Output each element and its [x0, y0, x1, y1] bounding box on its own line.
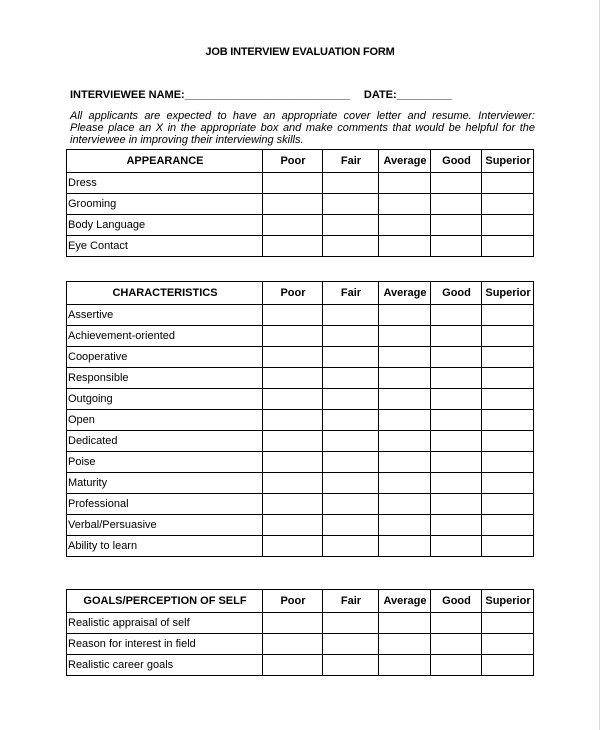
- rating-cell-superior[interactable]: [482, 634, 534, 655]
- rating-cell-poor[interactable]: [263, 347, 323, 368]
- rating-cell-poor[interactable]: [263, 410, 323, 431]
- table-row: [67, 613, 534, 634]
- section-heading: GOALS/PERCEPTION OF SELF: [67, 590, 263, 613]
- instructions-line-2: Please place an X in the appropriate box and make comments that would be helpful for the: [70, 122, 535, 134]
- rating-cell-average[interactable]: [379, 515, 431, 536]
- rating-cell-poor[interactable]: [263, 473, 323, 494]
- table-row: [67, 473, 534, 494]
- rating-cell-good[interactable]: [431, 473, 482, 494]
- rating-cell-good[interactable]: [431, 173, 482, 194]
- table-row: [67, 305, 534, 326]
- rating-header-fair: Fair: [323, 590, 379, 613]
- table-row: [67, 655, 534, 676]
- table-header-row: [67, 150, 534, 173]
- table-row: [67, 173, 534, 194]
- rating-cell-poor[interactable]: [263, 305, 323, 326]
- rating-cell-average[interactable]: [379, 613, 431, 634]
- rating-cell-fair[interactable]: [323, 389, 379, 410]
- rating-cell-fair[interactable]: [323, 368, 379, 389]
- rating-cell-good[interactable]: [431, 536, 482, 557]
- date-field[interactable]: _________: [396, 89, 452, 101]
- rating-cell-superior[interactable]: [482, 236, 534, 257]
- table-row: [67, 452, 534, 473]
- instructions: [70, 110, 535, 146]
- rating-cell-average[interactable]: [379, 634, 431, 655]
- interviewee-name-label: INTERVIEWEE NAME:: [70, 89, 185, 101]
- rating-cell-superior[interactable]: [482, 473, 534, 494]
- rating-header-poor: Poor: [263, 150, 323, 173]
- rating-cell-fair[interactable]: [323, 410, 379, 431]
- rating-cell-average[interactable]: [379, 494, 431, 515]
- rating-cell-average[interactable]: [379, 194, 431, 215]
- rating-cell-good[interactable]: [431, 236, 482, 257]
- rating-cell-average[interactable]: [379, 431, 431, 452]
- name-date-line: [70, 89, 452, 101]
- rating-cell-average[interactable]: [379, 173, 431, 194]
- page-title: JOB INTERVIEW EVALUATION FORM: [205, 46, 395, 58]
- table-row: [67, 536, 534, 557]
- section-heading: CHARACTERISTICS: [67, 282, 263, 305]
- rating-cell-poor[interactable]: [263, 326, 323, 347]
- rating-cell-average[interactable]: [379, 305, 431, 326]
- criterion-label: Open: [67, 410, 263, 431]
- rating-cell-superior[interactable]: [482, 536, 534, 557]
- rating-cell-fair[interactable]: [323, 215, 379, 236]
- rating-cell-average[interactable]: [379, 368, 431, 389]
- rating-cell-good[interactable]: [431, 368, 482, 389]
- criterion-label: Dress: [67, 173, 263, 194]
- rating-cell-average[interactable]: [379, 655, 431, 676]
- rating-cell-fair[interactable]: [323, 194, 379, 215]
- criterion-label: Verbal/Persuasive: [67, 515, 263, 536]
- rating-header-superior: Superior: [482, 150, 534, 173]
- criterion-label: Body Language: [67, 215, 263, 236]
- rating-cell-good[interactable]: [431, 655, 482, 676]
- rating-cell-fair[interactable]: [323, 536, 379, 557]
- criterion-label: Ability to learn: [67, 536, 263, 557]
- rating-cell-fair[interactable]: [323, 613, 379, 634]
- rating-cell-superior[interactable]: [482, 613, 534, 634]
- rating-header-average: Average: [379, 282, 431, 305]
- rating-cell-poor[interactable]: [263, 515, 323, 536]
- rating-cell-superior[interactable]: [482, 655, 534, 676]
- rating-cell-fair[interactable]: [323, 305, 379, 326]
- rating-cell-fair[interactable]: [323, 494, 379, 515]
- rating-cell-superior[interactable]: [482, 515, 534, 536]
- rating-cell-superior[interactable]: [482, 347, 534, 368]
- rating-cell-average[interactable]: [379, 347, 431, 368]
- rating-cell-good[interactable]: [431, 452, 482, 473]
- appearance-table: [66, 149, 534, 257]
- table-row: [67, 494, 534, 515]
- table-row: [67, 236, 534, 257]
- rating-cell-poor[interactable]: [263, 389, 323, 410]
- rating-cell-poor[interactable]: [263, 613, 323, 634]
- rating-cell-poor[interactable]: [263, 536, 323, 557]
- table-header-row: [67, 282, 534, 305]
- rating-cell-poor[interactable]: [263, 494, 323, 515]
- criterion-label: Grooming: [67, 194, 263, 215]
- criterion-label: Realistic appraisal of self: [67, 613, 263, 634]
- rating-cell-fair[interactable]: [323, 431, 379, 452]
- rating-header-fair: Fair: [323, 150, 379, 173]
- table-row: [67, 389, 534, 410]
- table-row: [67, 634, 534, 655]
- rating-cell-poor[interactable]: [263, 655, 323, 676]
- rating-header-average: Average: [379, 590, 431, 613]
- rating-cell-poor[interactable]: [263, 431, 323, 452]
- rating-header-superior: Superior: [482, 590, 534, 613]
- rating-header-good: Good: [431, 282, 482, 305]
- rating-cell-good[interactable]: [431, 194, 482, 215]
- rating-header-poor: Poor: [263, 282, 323, 305]
- rating-cell-poor[interactable]: [263, 173, 323, 194]
- rating-cell-average[interactable]: [379, 215, 431, 236]
- date-label: DATE:: [363, 89, 397, 101]
- table-row: [67, 194, 534, 215]
- rating-cell-fair[interactable]: [323, 473, 379, 494]
- criterion-label: Realistic career goals: [67, 655, 263, 676]
- rating-cell-superior[interactable]: [482, 305, 534, 326]
- criterion-label: Assertive: [67, 305, 263, 326]
- criterion-label: Outgoing: [67, 389, 263, 410]
- rating-cell-poor[interactable]: [263, 215, 323, 236]
- rating-cell-fair[interactable]: [323, 655, 379, 676]
- rating-cell-superior[interactable]: [482, 326, 534, 347]
- rating-cell-good[interactable]: [431, 347, 482, 368]
- instructions-line-3: interviewee in improving their interviewing skills.: [70, 134, 304, 146]
- rating-cell-good[interactable]: [431, 431, 482, 452]
- rating-cell-good[interactable]: [431, 389, 482, 410]
- rating-cell-superior[interactable]: [482, 410, 534, 431]
- rating-header-average: Average: [379, 150, 431, 173]
- rating-cell-average[interactable]: [379, 536, 431, 557]
- interviewee-name-field[interactable]: ___________________________: [184, 89, 350, 101]
- criterion-label: Dedicated: [67, 431, 263, 452]
- rating-cell-good[interactable]: [431, 410, 482, 431]
- section-heading: APPEARANCE: [67, 150, 263, 173]
- table-header-row: [67, 590, 534, 613]
- criterion-label: Eye Contact: [67, 236, 263, 257]
- rating-cell-superior[interactable]: [482, 194, 534, 215]
- rating-cell-average[interactable]: [379, 236, 431, 257]
- rating-cell-fair[interactable]: [323, 326, 379, 347]
- rating-cell-poor[interactable]: [263, 452, 323, 473]
- rating-cell-average[interactable]: [379, 326, 431, 347]
- rating-cell-good[interactable]: [431, 326, 482, 347]
- rating-cell-fair[interactable]: [323, 634, 379, 655]
- rating-cell-good[interactable]: [431, 613, 482, 634]
- criterion-label: Professional: [67, 494, 263, 515]
- table-row: [67, 215, 534, 236]
- rating-cell-fair[interactable]: [323, 236, 379, 257]
- rating-cell-good[interactable]: [431, 305, 482, 326]
- rating-cell-superior[interactable]: [482, 389, 534, 410]
- rating-cell-fair[interactable]: [323, 515, 379, 536]
- rating-cell-fair[interactable]: [323, 347, 379, 368]
- rating-header-good: Good: [431, 150, 482, 173]
- rating-cell-average[interactable]: [379, 452, 431, 473]
- rating-header-poor: Poor: [263, 590, 323, 613]
- table-row: [67, 326, 534, 347]
- rating-cell-poor[interactable]: [263, 194, 323, 215]
- table-row: [67, 347, 534, 368]
- characteristics-table: [66, 281, 534, 557]
- rating-header-fair: Fair: [323, 282, 379, 305]
- rating-cell-good[interactable]: [431, 215, 482, 236]
- rating-cell-average[interactable]: [379, 389, 431, 410]
- rating-cell-average[interactable]: [379, 473, 431, 494]
- rating-cell-fair[interactable]: [323, 173, 379, 194]
- instructions-line-1: All applicants are expected to have an appropriate cover letter and resume. Interviewer:: [70, 110, 535, 122]
- criterion-label: Cooperative: [67, 347, 263, 368]
- table-row: [67, 431, 534, 452]
- rating-header-superior: Superior: [482, 282, 534, 305]
- rating-cell-superior[interactable]: [482, 215, 534, 236]
- criterion-label: Reason for interest in field: [67, 634, 263, 655]
- goals-table: [66, 589, 534, 676]
- table-row: [67, 368, 534, 389]
- table-row: [67, 410, 534, 431]
- rating-cell-superior[interactable]: [482, 494, 534, 515]
- rating-cell-superior[interactable]: [482, 452, 534, 473]
- rating-cell-fair[interactable]: [323, 452, 379, 473]
- criterion-label: Achievement-oriented: [67, 326, 263, 347]
- rating-cell-good[interactable]: [431, 634, 482, 655]
- rating-cell-superior[interactable]: [482, 173, 534, 194]
- criterion-label: Maturity: [67, 473, 263, 494]
- rating-cell-good[interactable]: [431, 515, 482, 536]
- rating-cell-superior[interactable]: [482, 368, 534, 389]
- criterion-label: Responsible: [67, 368, 263, 389]
- criterion-label: Poise: [67, 452, 263, 473]
- rating-cell-poor[interactable]: [263, 368, 323, 389]
- rating-header-good: Good: [431, 590, 482, 613]
- table-row: [67, 515, 534, 536]
- rating-cell-average[interactable]: [379, 410, 431, 431]
- rating-cell-poor[interactable]: [263, 634, 323, 655]
- rating-cell-poor[interactable]: [263, 236, 323, 257]
- rating-cell-superior[interactable]: [482, 431, 534, 452]
- rating-cell-good[interactable]: [431, 494, 482, 515]
